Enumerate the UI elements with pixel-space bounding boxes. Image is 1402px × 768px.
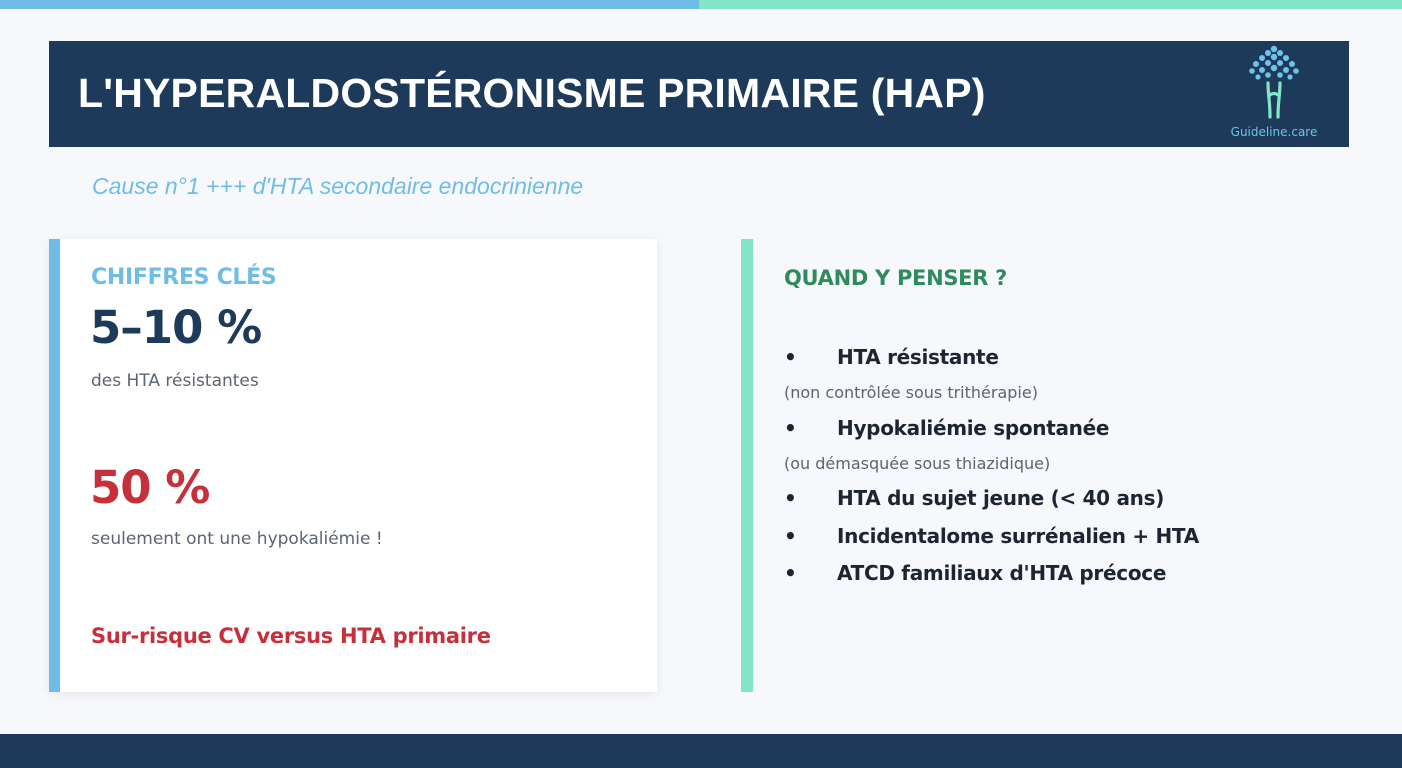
top-accent-mint [699,0,1402,9]
list-item-label: ATCD familiaux d'HTA précoce [837,561,1167,585]
header-banner [49,41,1349,147]
bullet-icon: • [784,524,797,548]
tree-logo-icon [1246,43,1302,123]
cv-risk-note: Sur-risque CV versus HTA primaire [91,624,491,648]
list-item-label: Hypokaliémie spontanée [837,416,1110,440]
when-to-think-title: QUAND Y PENSER ? [784,266,1007,290]
key-figures-title: CHIFFRES CLÉS [91,265,277,290]
bullet-icon: • [784,486,797,510]
list-item-note: (non contrôlée sous trithérapie) [784,383,1038,402]
footer-bar [0,734,1402,768]
bullet-icon: • [784,345,797,369]
top-accent-bar [0,0,1402,9]
stat-resistant-hta-caption: des HTA résistantes [91,371,259,391]
list-item-label: HTA résistante [837,345,999,369]
key-figures-card [49,239,657,692]
bullet-icon: • [784,416,797,440]
list-item-label: HTA du sujet jeune (< 40 ans) [837,486,1165,510]
bullet-icon: • [784,561,797,585]
logo-text: Guideline.care [1230,125,1318,139]
subtitle: Cause n°1 +++ d'HTA secondaire endocrinienne [92,173,584,199]
page-title: L'HYPERALDOSTÉRONISME PRIMAIRE (HAP) [78,70,986,116]
when-to-think-accent-bar [741,239,753,692]
stat-resistant-hta-value: 5–10 % [90,301,262,354]
stat-hypokalemia-caption: seulement ont une hypokaliémie ! [91,529,383,549]
list-item-label: Incidentalome surrénalien + HTA [837,524,1199,548]
list-item-note: (ou démasquée sous thiazidique) [784,454,1051,473]
top-accent-blue [0,0,699,9]
guideline-logo [1219,41,1329,147]
stat-hypokalemia-value: 50 % [90,461,210,514]
